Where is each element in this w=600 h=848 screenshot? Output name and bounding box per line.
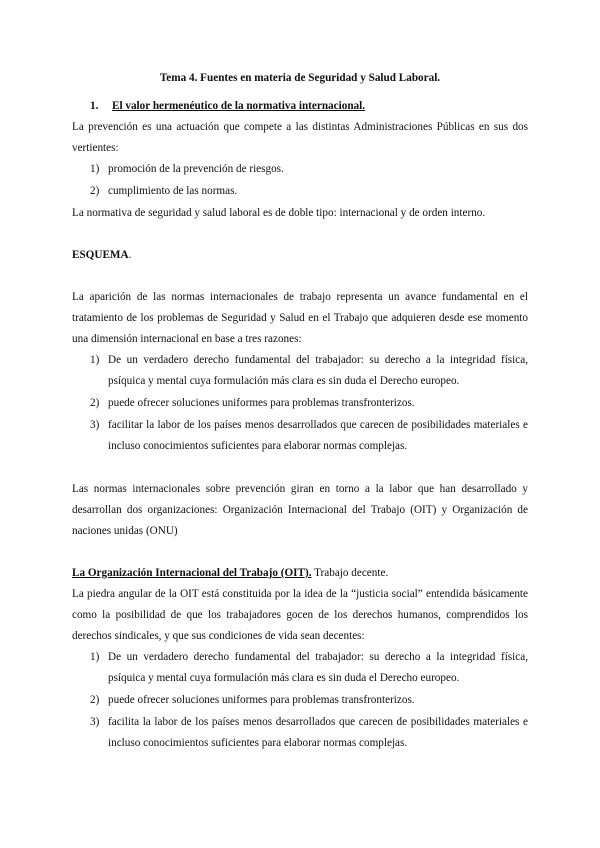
list-item: 2) puede ofrecer soluciones uniformes para problemas transfronterizos. [90,694,415,706]
section-number: 1. [90,100,99,112]
oit-heading: La Organización Internacional del Trabajo (OIT). Trabajo decente. [72,567,389,579]
list-item: 3) facilitar la labor de los países menos desarrollados que carecen de posibilidades materiales e incluso conocimientos suficientes para elaborar normas complejas. [90,419,528,452]
list-item: 3) facilita la labor de los países menos desarrollados que carecen de posibilidades materiales e incluso conocimientos suficientes para elaborar normas complejas. [90,716,528,749]
oit-paragraph: La piedra angular de la OIT está constituida por la idea de la “justicia social” entendida básicamente como la posibilidad de que los trabajadores gocen de los derechos humanos, comprendidos los derechos sindicales, y que sus condiciones de vida sean decentes: [72,588,528,642]
razones-list [72,350,528,457]
list-item: 2) puede ofrecer soluciones uniformes para problemas transfronterizos. [90,397,415,409]
vertientes-list [72,159,528,202]
organizaciones-paragraph: Las normas internacionales sobre prevención giran en torno a la labor que han desarrollado y desarrollan dos organizaciones: Organización Internacional del Trabajo (OIT) y Organización de naciones unidas (ONU) [72,483,528,537]
oit-list [72,647,528,754]
normativa-paragraph: La normativa de seguridad y salud laboral es de doble tipo: internacional y de orden interno. [72,207,486,219]
list-item: 1) promoción de la prevención de riesgos. [90,163,284,175]
document-title: Tema 4. Fuentes en materia de Seguridad y Salud Laboral. [159,72,441,84]
section-heading-text: El valor hermenéutico de la normativa internacional. [112,100,366,112]
aparicion-paragraph: La aparición de las normas internacionales de trabajo representa un avance fundamental en el tratamiento de los problemas de Seguridad y Salud en el Trabajo que adquieren desde ese momento una dimensión internacional en base a tres razones: [72,291,528,345]
section-heading-1 [72,96,528,117]
list-item: 1) De un verdadero derecho fundamental del trabajador: su derecho a la integridad física, psíquica y mental cuya formulación más clara es sin duda el Derecho europeo. [90,651,528,684]
esquema-heading: ESQUEMA. [72,249,132,261]
intro-paragraph: La prevención es una actuación que compete a las distintas Administraciones Públicas en sus dos vertientes: [72,121,528,154]
list-item: 1) De un verdadero derecho fundamental del trabajador: su derecho a la integridad física, psíquica y mental cuya formulación más clara es sin duda el Derecho europeo. [90,354,528,387]
list-item: 2) cumplimiento de las normas. [90,185,238,197]
